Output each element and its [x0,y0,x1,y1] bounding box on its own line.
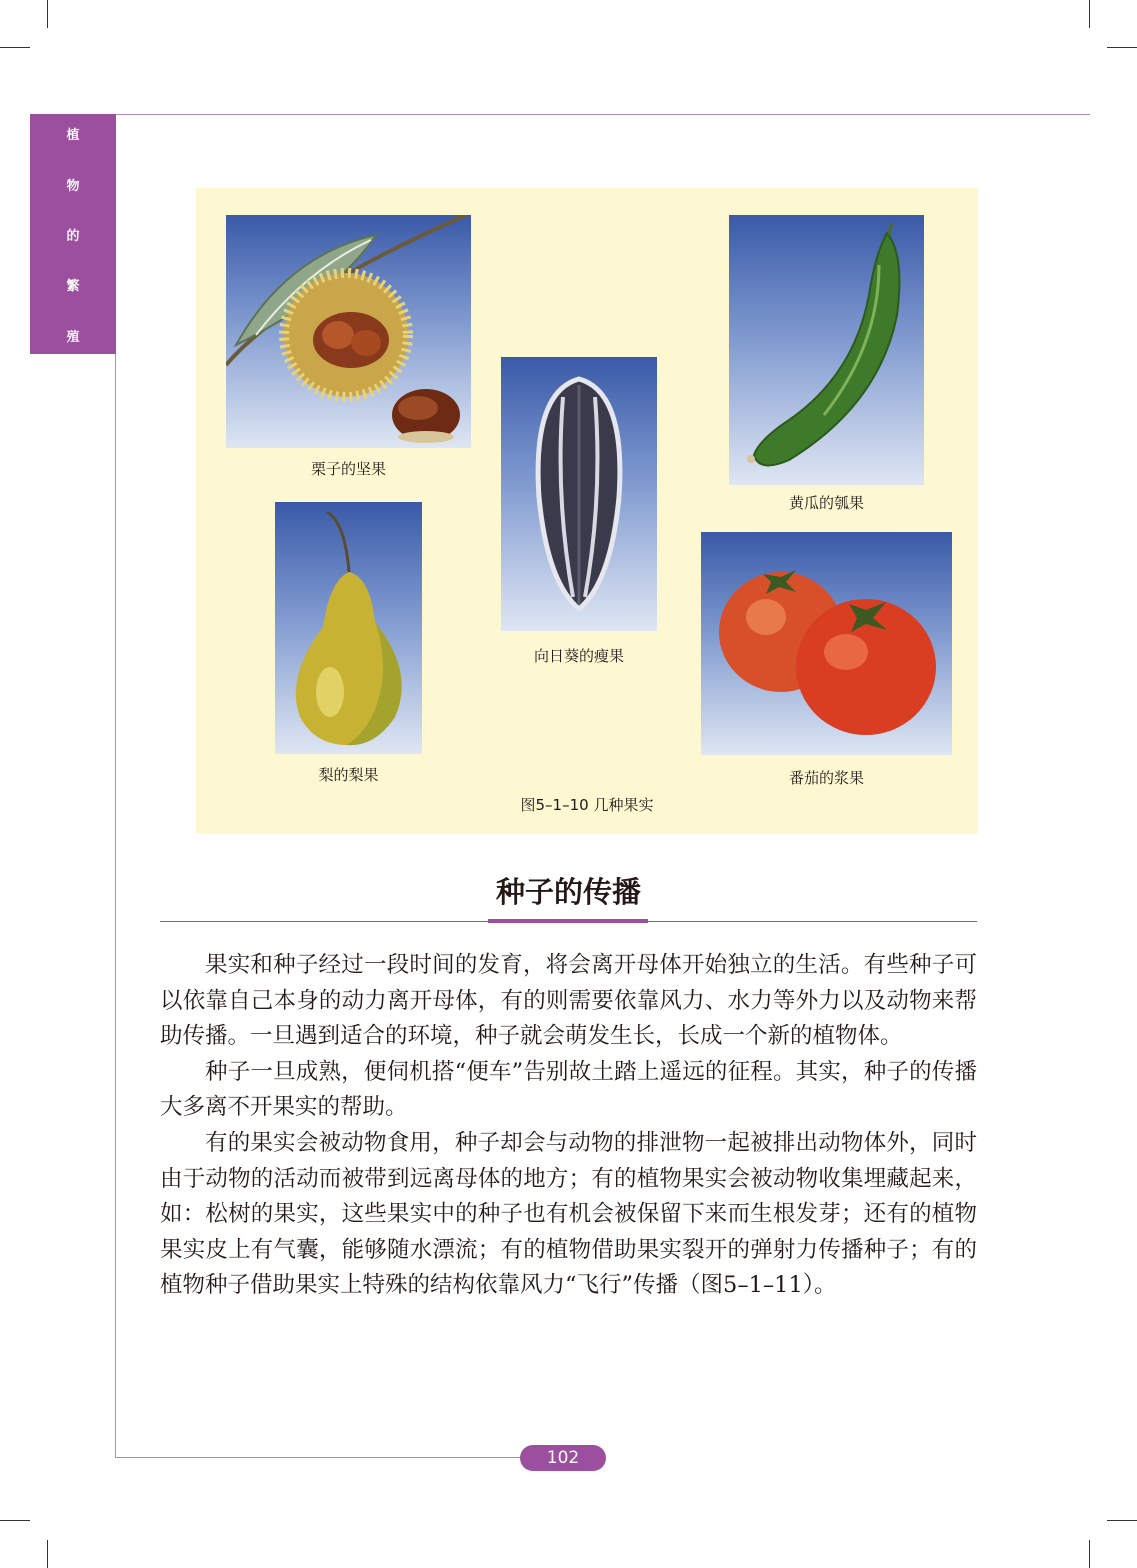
crop-mark [1107,1520,1137,1521]
section-title: 种子的传播 [495,875,641,909]
crop-mark [1107,47,1137,48]
cucumber-image [729,215,924,485]
body-paragraph: 种子一旦成熟，便伺机搭“便车”告别故土踏上遥远的征程。其实，种子的传播大多离不开果实的帮助。 [160,1058,977,1121]
figure-item-label: 黄瓜的瓠果 [788,494,864,512]
side-tab-char: 的 [66,229,80,244]
side-tab-char: 植 [66,128,80,143]
chapter-side-tab [30,114,116,354]
tomato-image [701,532,952,755]
body-text [160,948,977,1304]
title-underline-bar [488,919,648,923]
pear-image [275,502,422,754]
side-tab-char: 物 [66,179,80,194]
sunflower-seed-image [501,357,657,631]
crop-mark [0,1520,30,1521]
page-number: 102 [520,1445,606,1471]
figure-item-label: 番茄的浆果 [788,769,864,787]
header-rule [116,114,1090,115]
crop-mark [1089,0,1090,28]
crop-mark [47,0,48,28]
side-tab-char: 繁 [66,279,80,294]
chestnut-image [226,215,471,448]
crop-mark [1089,1540,1090,1568]
crop-mark [47,1540,48,1568]
figure-item-label: 向日葵的瘦果 [533,647,624,665]
body-paragraph: 果实和种子经过一段时间的发育，将会离开母体开始独立的生活。有些种子可以依靠自己本身的动力离开母体，有的则需要依靠风力、水力等外力以及动物来帮助传播。一旦遇到适合的环境，种子就会萌发生长，长成一个新的植物体。 [160,952,977,1050]
body-paragraph: 有的果实会被动物食用，种子却会与动物的排泄物一起被排出动物体外，同时由于动物的活动而被带到远离母体的地方；有的植物果实会被动物收集埋藏起来，如：松树的果实，这些果实中的种子也有机会被保留下来而生根发芽；还有的植物果实皮上有气囊，能够随水漂流；有的植物借助果实裂开的弹射力传播种子；有的植物种子借助果实上特殊的结构依靠风力“飞行”传播（图5–1–11）。 [160,1129,977,1299]
footer-rule [115,1457,535,1458]
figure-item-label: 梨的梨果 [318,766,379,784]
margin-rule [115,354,116,1458]
crop-mark [0,47,30,48]
figure-item-label: 栗子的坚果 [310,460,386,478]
figure-caption: 图5–1–10 几种果实 [520,796,654,814]
side-tab-char: 殖 [66,330,80,345]
figure-panel [196,188,978,834]
